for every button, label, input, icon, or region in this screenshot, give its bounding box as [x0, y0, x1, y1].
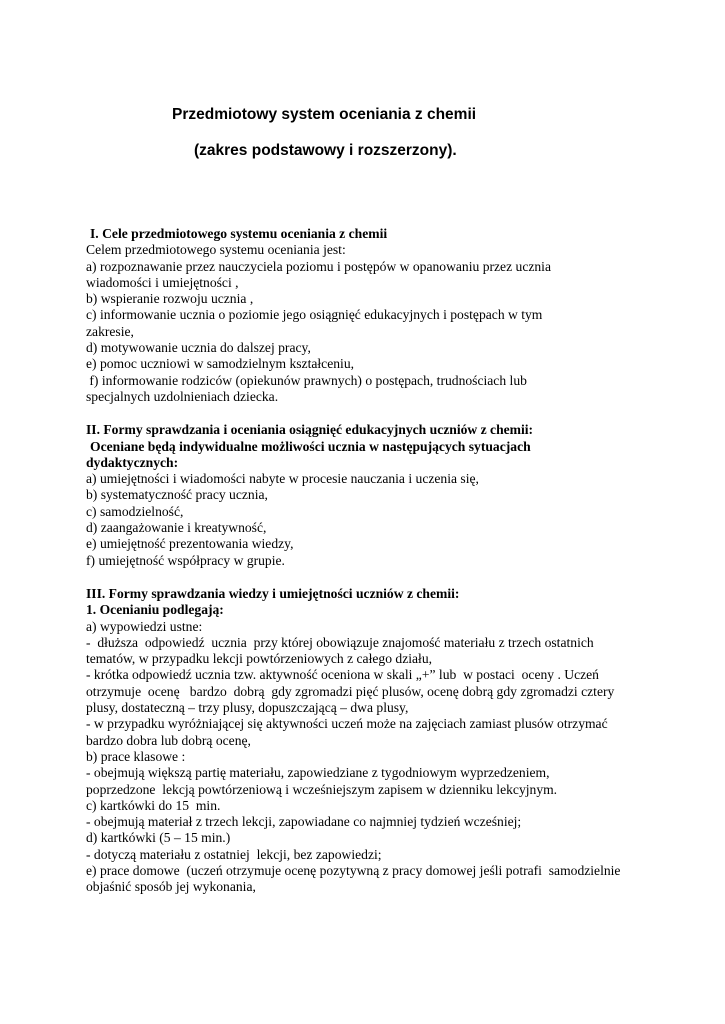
text-line: e) prace domowe (uczeń otrzymuje ocenę pozytywną z pracy domowej jeśli potrafi samodzielnie	[86, 862, 621, 878]
text-line: c) samodzielność,	[86, 503, 184, 519]
text-line: - dłuższa odpowiedź ucznia przy której obowiązuje znajomość materiału z trzech ostatnich	[86, 634, 594, 650]
text-line: d) zaangażowanie i kreatywność,	[86, 520, 267, 536]
text-line: c) kartkówki do 15 min.	[86, 797, 221, 813]
section-goals	[86, 226, 646, 405]
text-line: b) prace klasowe :	[86, 748, 186, 764]
text-line: - krótka odpowiedź ucznia tzw. aktywność oceniona w skali „+” lub w postaci oceny . Uczeń	[86, 667, 599, 683]
text-line: specjalnych uzdolnieniach dziecka.	[86, 388, 279, 404]
grading-list	[86, 619, 646, 896]
document-body	[86, 226, 646, 896]
text-line: b) wspieranie rozwoju ucznia ,	[86, 291, 254, 307]
assessment-list	[86, 471, 646, 569]
text-line: e) umiejętność prezentowania wiedzy,	[86, 536, 294, 552]
section-heading-forms-assessment: II. Formy sprawdzania i oceniania osiągnięć edukacyjnych uczniów z chemii:	[86, 422, 534, 438]
text-line: d) kartkówki (5 – 15 min.)	[86, 830, 231, 846]
text-line: tematów, w przypadku lekcji powtórzeniowych z całego działu,	[86, 651, 433, 667]
text-line: objaśnić sposób jej wykonania,	[86, 879, 256, 895]
text-line: - obejmują większą partię materiału, zapowiedziane z tygodniowym wyprzedzeniem,	[86, 765, 550, 781]
section-heading-forms-checking: III. Formy sprawdzania wiedzy i umiejętności uczniów z chemii:	[86, 585, 460, 601]
section-subheading-situations: Oceniane będą indywidualne możliwości ucznia w następujących sytuacjach	[90, 438, 531, 454]
text-line: d) motywowanie ucznia do dalszej pracy,	[86, 340, 311, 356]
section-forms-checking	[86, 586, 646, 896]
section-subheading-subject-to-grading: 1. Ocenianiu podlegają:	[86, 602, 224, 618]
text-line: a) wypowiedzi ustne:	[86, 618, 203, 634]
document-subtitle: (zakres podstawowy i rozszerzony).	[194, 142, 457, 159]
text-line: - obejmują materiał z trzech lekcji, zapowiadane co najmniej tydzień wcześniej;	[86, 814, 522, 830]
text-line: a) rozpoznawanie przez nauczyciela poziomu i postępów w opanowaniu przez ucznia	[86, 258, 551, 274]
text-line: otrzymuje ocenę bardzo dobrą gdy zgromadzi pięć plusów, ocenę dobrą gdy zgromadzi cztery	[86, 683, 615, 699]
text-line: plusy, dostateczną – trzy plusy, dopuszczającą – dwa plusy,	[86, 700, 409, 716]
document-title: Przedmiotowy system oceniania z chemii	[172, 106, 477, 123]
text-line: a) umiejętności i wiadomości nabyte w procesie nauczania i uczenia się,	[86, 471, 479, 487]
text-line: bardzo dobra lub dobrą ocenę,	[86, 732, 251, 748]
text-line: wiadomości i umiejętności ,	[86, 274, 239, 290]
text-line: zakresie,	[86, 323, 134, 339]
section-subheading-situations-cont: dydaktycznych:	[86, 454, 179, 470]
goals-list	[86, 242, 646, 405]
text-line: Celem przedmiotowego systemu oceniania jest:	[86, 242, 346, 258]
section-heading-goals: I. Cele przedmiotowego systemu oceniania z chemii	[90, 226, 388, 241]
text-line: f) informowanie rodziców (opiekunów prawnych) o postępach, trudnościach lub	[86, 372, 527, 388]
text-line: - dotyczą materiału z ostatniej lekcji, bez zapowiedzi;	[86, 846, 382, 862]
text-line: b) systematyczność pracy ucznia,	[86, 487, 268, 503]
text-line: f) umiejętność współpracy w grupie.	[86, 552, 285, 568]
text-line: - w przypadku wyróżniającej się aktywności uczeń może na zajęciach zamiast plusów otrzymać	[86, 716, 608, 732]
section-forms-assessment	[86, 422, 646, 569]
text-line: c) informowanie ucznia o poziomie jego osiągnięć edukacyjnych i postępach w tym	[86, 307, 543, 323]
text-line: e) pomoc uczniowi w samodzielnym kształceniu,	[86, 356, 355, 372]
text-line: poprzedzone lekcją powtórzeniową i wcześniejszym zapisem w dzienniku lekcyjnym.	[86, 781, 558, 797]
